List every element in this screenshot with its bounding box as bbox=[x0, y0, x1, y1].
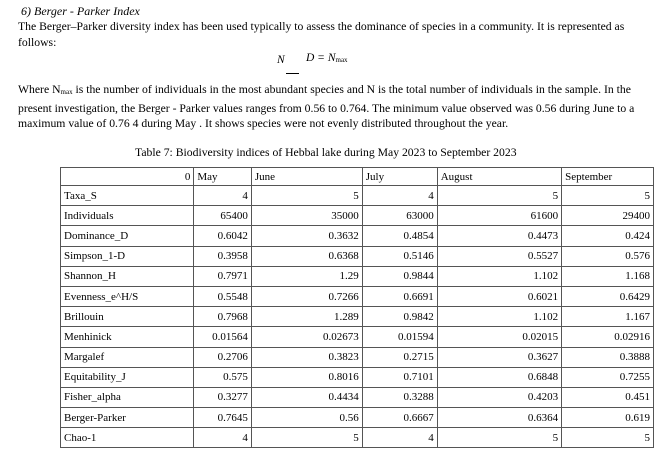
explanation-subscript: max bbox=[60, 88, 73, 96]
value-cell: 0.6368 bbox=[251, 246, 362, 266]
value-cell: 0.56 bbox=[251, 408, 362, 428]
value-cell: 0.575 bbox=[194, 367, 252, 387]
value-cell: 1.167 bbox=[562, 307, 654, 327]
value-cell: 0.3277 bbox=[194, 387, 252, 407]
value-cell: 0.3627 bbox=[437, 347, 561, 367]
value-cell: 4 bbox=[194, 186, 252, 206]
table-row bbox=[61, 347, 654, 367]
value-cell: 0.01594 bbox=[362, 327, 437, 347]
value-cell: 1.102 bbox=[437, 266, 561, 286]
table-header-row bbox=[61, 168, 654, 186]
row-label-cell: Margalef bbox=[61, 347, 194, 367]
formula-numerator bbox=[306, 52, 348, 64]
explanation-text-rest: is the number of individuals in the most abundant species and N is the total number of individuals in the sample. In the present investigation, the Berger - Parker values ranges from 0.56 to 0.764. The minimum value observed was 0.56 during June to a maximum value of 0.76 4 during May . It shows species were not evenly distributed throughout the year. bbox=[18, 83, 635, 130]
value-cell: 0.6021 bbox=[437, 286, 561, 306]
value-cell: 0.5548 bbox=[194, 286, 252, 306]
value-cell: 29400 bbox=[562, 206, 654, 226]
value-cell: 0.619 bbox=[562, 408, 654, 428]
value-cell: 0.3288 bbox=[362, 387, 437, 407]
row-label-cell: Evenness_e^H/S bbox=[61, 286, 194, 306]
value-cell: 65400 bbox=[194, 206, 252, 226]
value-cell: 0.576 bbox=[562, 246, 654, 266]
formula-lhs: D = N bbox=[306, 52, 336, 64]
table-row bbox=[61, 246, 654, 266]
value-cell: 63000 bbox=[362, 206, 437, 226]
value-cell: 1.102 bbox=[437, 307, 561, 327]
table-row bbox=[61, 206, 654, 226]
header-month-cell: June bbox=[251, 168, 362, 186]
value-cell: 0.3958 bbox=[194, 246, 252, 266]
table-row bbox=[61, 408, 654, 428]
row-label-cell: Brillouin bbox=[61, 307, 194, 327]
explanation-paragraph bbox=[18, 82, 638, 132]
value-cell: 0.7968 bbox=[194, 307, 252, 327]
value-cell: 0.424 bbox=[562, 226, 654, 246]
value-cell: 35000 bbox=[251, 206, 362, 226]
value-cell: 0.3632 bbox=[251, 226, 362, 246]
value-cell: 1.29 bbox=[251, 266, 362, 286]
value-cell: 0.7255 bbox=[562, 367, 654, 387]
value-cell: 0.4473 bbox=[437, 226, 561, 246]
value-cell: 0.7645 bbox=[194, 408, 252, 428]
header-month-cell: July bbox=[362, 168, 437, 186]
value-cell: 5 bbox=[562, 428, 654, 448]
table-row bbox=[61, 307, 654, 327]
header-month-cell: August bbox=[437, 168, 561, 186]
value-cell: 0.4434 bbox=[251, 387, 362, 407]
value-cell: 0.7971 bbox=[194, 266, 252, 286]
value-cell: 5 bbox=[562, 186, 654, 206]
row-label-cell: Individuals bbox=[61, 206, 194, 226]
header-month-cell: May bbox=[194, 168, 252, 186]
table-row bbox=[61, 428, 654, 448]
value-cell: 0.3888 bbox=[562, 347, 654, 367]
formula-denominator: N bbox=[277, 54, 285, 66]
value-cell: 0.5146 bbox=[362, 246, 437, 266]
row-label-cell: Berger-Parker bbox=[61, 408, 194, 428]
header-index-cell: 0 bbox=[61, 168, 194, 186]
value-cell: 0.6691 bbox=[362, 286, 437, 306]
table-row bbox=[61, 387, 654, 407]
value-cell: 4 bbox=[362, 186, 437, 206]
value-cell: 0.5527 bbox=[437, 246, 561, 266]
table-row bbox=[61, 286, 654, 306]
value-cell: 5 bbox=[437, 186, 561, 206]
value-cell: 0.6042 bbox=[194, 226, 252, 246]
value-cell: 5 bbox=[251, 428, 362, 448]
table-row bbox=[61, 186, 654, 206]
value-cell: 61600 bbox=[437, 206, 561, 226]
value-cell: 0.9844 bbox=[362, 266, 437, 286]
table-row bbox=[61, 367, 654, 387]
value-cell: 0.4854 bbox=[362, 226, 437, 246]
explanation-text-start: Where N bbox=[18, 83, 61, 96]
row-label-cell: Equitability_J bbox=[61, 367, 194, 387]
value-cell: 0.6429 bbox=[562, 286, 654, 306]
table-row bbox=[61, 327, 654, 347]
row-label-cell: Fisher_alpha bbox=[61, 387, 194, 407]
value-cell: 0.9842 bbox=[362, 307, 437, 327]
row-label-cell: Menhinick bbox=[61, 327, 194, 347]
table-row bbox=[61, 226, 654, 246]
value-cell: 0.6364 bbox=[437, 408, 561, 428]
table-caption: Table 7: Biodiversity indices of Hebbal lake during May 2023 to September 2023 bbox=[135, 146, 517, 159]
value-cell: 0.4203 bbox=[437, 387, 561, 407]
value-cell: 0.02015 bbox=[437, 327, 561, 347]
value-cell: 0.02673 bbox=[251, 327, 362, 347]
row-label-cell: Simpson_1-D bbox=[61, 246, 194, 266]
value-cell: 0.2715 bbox=[362, 347, 437, 367]
value-cell: 0.7101 bbox=[362, 367, 437, 387]
formula-fraction-bar bbox=[286, 73, 299, 74]
section-heading: 6) Berger - Parker Index bbox=[21, 4, 140, 18]
formula-subscript: max bbox=[335, 56, 348, 64]
row-label-cell: Taxa_S bbox=[61, 186, 194, 206]
table-row bbox=[61, 266, 654, 286]
value-cell: 0.451 bbox=[562, 387, 654, 407]
row-label-cell: Chao-1 bbox=[61, 428, 194, 448]
value-cell: 0.2706 bbox=[194, 347, 252, 367]
header-month-cell: September bbox=[562, 168, 654, 186]
intro-paragraph: The Berger–Parker diversity index has been used typically to assess the dominance of species in a community. It is represented as follows: bbox=[18, 20, 625, 49]
value-cell: 1.168 bbox=[562, 266, 654, 286]
value-cell: 0.6848 bbox=[437, 367, 561, 387]
row-label-cell: Shannon_H bbox=[61, 266, 194, 286]
biodiversity-indices-table bbox=[60, 167, 654, 448]
value-cell: 4 bbox=[362, 428, 437, 448]
value-cell: 5 bbox=[437, 428, 561, 448]
value-cell: 1.289 bbox=[251, 307, 362, 327]
value-cell: 0.6667 bbox=[362, 408, 437, 428]
value-cell: 0.02916 bbox=[562, 327, 654, 347]
value-cell: 0.7266 bbox=[251, 286, 362, 306]
value-cell: 4 bbox=[194, 428, 252, 448]
value-cell: 5 bbox=[251, 186, 362, 206]
value-cell: 0.3823 bbox=[251, 347, 362, 367]
value-cell: 0.8016 bbox=[251, 367, 362, 387]
value-cell: 0.01564 bbox=[194, 327, 252, 347]
row-label-cell: Dominance_D bbox=[61, 226, 194, 246]
